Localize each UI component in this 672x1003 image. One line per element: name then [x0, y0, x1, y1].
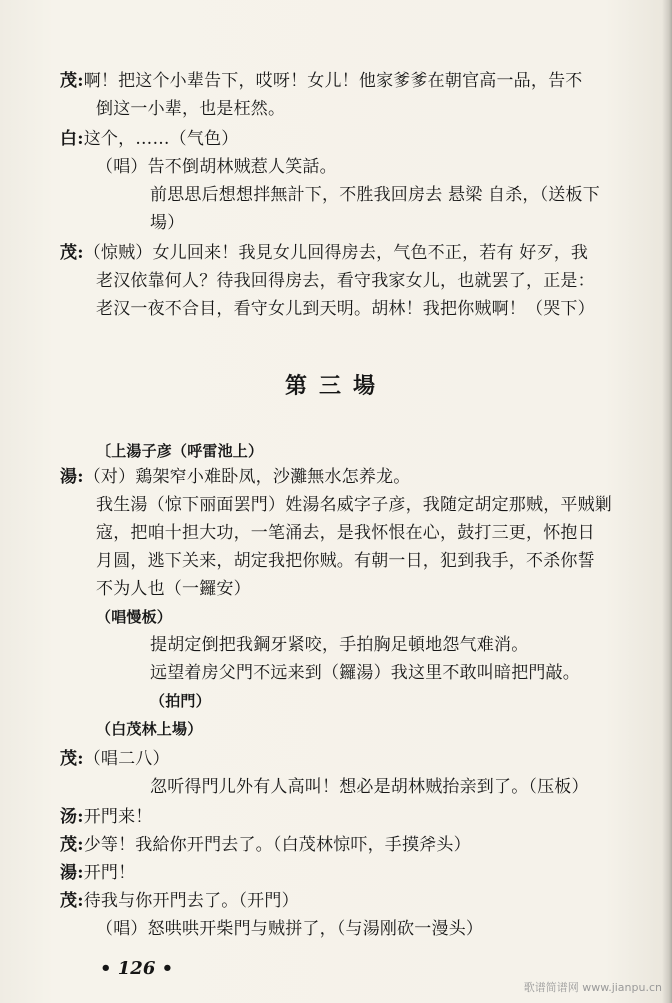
page-number: • 126 •: [100, 958, 174, 979]
script-line: [60, 862, 135, 884]
line-text: （对）鶏架窄小难卧凤，沙灘無水怎养龙。: [83, 467, 411, 487]
stage-direction: [96, 718, 202, 740]
speaker-label: 茂:: [60, 891, 84, 911]
line-text: 远望着房父門不远来到（鑼湯）我这里不敢叫暗把門敲。: [150, 663, 580, 683]
script-line: [150, 184, 600, 206]
script-line: [96, 156, 337, 178]
line-text: 月圆，逃下关来，胡定我把你贼。有朝一日，犯到我手，不杀你誓: [96, 551, 595, 571]
watermark-text: 歌谱简谱网 www.jianpu.cn: [523, 981, 662, 994]
line-text: 提胡定倒把我鋼牙紧咬，手拍胸足頓地怨气难消。: [150, 635, 529, 655]
line-text: （惊贼）女儿回来！我見女儿回得房去，气色不正，若有 好歹，我: [83, 243, 589, 263]
line-text: 忽听得門儿外有人高叫！想必是胡林贼抬亲到了。（压板）: [150, 777, 589, 797]
line-text: （白茂林上場）: [96, 720, 203, 738]
speaker-label: 茂:: [60, 835, 84, 855]
speaker-label: 茂:: [60, 71, 84, 91]
script-line: [96, 298, 595, 320]
script-line: [96, 98, 285, 120]
script-line: [96, 522, 595, 544]
line-text: 場）: [150, 213, 185, 233]
line-text: 这个，……（气色）: [83, 129, 239, 149]
speaker-label: 汤:: [60, 807, 84, 827]
speaker-label: 白:: [60, 129, 84, 149]
line-text: 老汉一夜不合目，看守女儿到天明。胡林！我把你贼啊！（哭下）: [96, 299, 595, 319]
line-text: 开門来！: [83, 807, 153, 827]
stage-direction: [150, 690, 211, 712]
stage-direction: [96, 440, 263, 462]
script-line: [150, 212, 184, 234]
script-line: [60, 806, 153, 828]
line-text: 〔上湯子彦（呼雷池上）: [96, 442, 264, 460]
script-line: [96, 270, 595, 292]
line-text: （唱）告不倒胡林贼惹人笑話。: [96, 157, 337, 177]
script-line: [96, 918, 483, 940]
page-edge-shadow: [662, 0, 672, 1003]
line-text: 不为人也（一鑼安）: [96, 579, 251, 599]
line-text: 倒这一小辈，也是枉然。: [96, 99, 286, 119]
line-text: （唱二八）: [83, 749, 170, 769]
script-line: [60, 890, 299, 912]
line-text: 我生湯（惊下丽面罢門）姓湯名威字子彦，我随定胡定那贼，平贼剿: [96, 495, 612, 515]
line-text: 前思思后想想拌無計下，不胜我回房去 悬梁 自杀，（送板下: [150, 185, 600, 205]
line-text: （拍門）: [150, 692, 211, 710]
line-text: 开門！: [83, 863, 136, 883]
speaker-label: 茂:: [60, 749, 84, 769]
script-line: [60, 834, 471, 856]
script-line: [60, 748, 170, 770]
line-text: 少等！我給你开門去了。（白茂林惊吓，手摸斧头）: [83, 835, 471, 855]
script-line: [96, 550, 595, 572]
line-text: 待我与你开門去了。（开門）: [83, 891, 299, 911]
script-line: [150, 662, 580, 684]
line-text: 寇，把咱十担大功，一笔涌去，是我怀恨在心，鼓打三更，怀抱日: [96, 523, 595, 543]
speaker-label: 湯:: [60, 863, 84, 883]
script-line: [150, 634, 528, 656]
script-line: [60, 242, 588, 264]
line-text: 老汉依靠何人？待我回得房去，看守我家女儿，也就罢了，正是：: [96, 271, 595, 291]
scene-heading: 第三場: [284, 373, 387, 399]
line-text: （唱）怒哄哄开柴門与贼拼了，（与湯刚砍一漫头）: [96, 919, 484, 939]
script-line: [150, 776, 589, 798]
line-text: 啊！把这个小辈告下，哎呀！女儿！他家爹爹在朝官高一品，告不: [83, 71, 583, 91]
line-text: （唱慢板）: [96, 608, 173, 626]
script-line: [96, 578, 251, 600]
speaker-label: 湯:: [60, 467, 84, 487]
script-line: [96, 494, 612, 516]
script-line: [60, 70, 583, 92]
script-line: [60, 128, 239, 150]
script-line: [60, 466, 411, 488]
stage-direction: [96, 606, 172, 628]
speaker-label: 茂:: [60, 243, 84, 263]
